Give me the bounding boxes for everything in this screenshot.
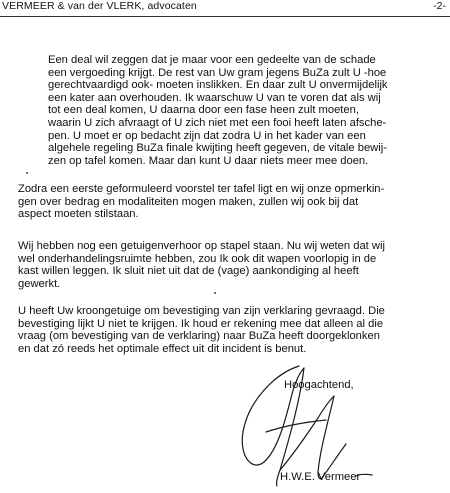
text-line: algehele regeling BuZa finale kwijting heeft gegeven, de vitale bewij- (48, 142, 387, 155)
signatory-name: H.W.E. Vermeer (280, 471, 361, 483)
paragraph-proposal (18, 183, 384, 221)
text-line: gerechtvaardigd ook- moeten inslikken. En daar zult U onvermijdelijk (48, 79, 388, 92)
text-line: Een deal wil zeggen dat je maar voor een gedeelte van de schade (48, 54, 376, 66)
text-line: een vergoeding krijgt. De rest van Uw gram jegens BuZa zult U -hoe (48, 66, 387, 79)
text-line: kast willen leggen. Ik sluit niet uit dat de (vage) aankondiging al heeft (18, 265, 359, 278)
text-line: vraag (om bevestiging van de verklaring) naar BuZa heeft doorgeklonken (18, 330, 380, 343)
closing-salutation: Hoogachtend, (284, 379, 354, 391)
text-line: gewerkt. (18, 277, 61, 290)
text-line: waarin U zich afvraagt of U zich niet met een fooi heeft laten afsche- (48, 116, 387, 129)
text-line: en dat zó reeds het optimale effect uit dit incident is benut. (18, 342, 307, 355)
page-number: -2- (433, 0, 446, 12)
text-line: wel onderhandelingsruimte hebben, zou Ik ook dit wapen voorlopig in de (18, 252, 377, 265)
handwritten-signature (236, 360, 376, 488)
text-line: zen op tafel komen. Maar dan kunt U daar niets meer mee doen. (48, 154, 369, 167)
stray-mark (26, 172, 28, 174)
stray-mark (214, 292, 216, 294)
text-line: bevestiging lijkt U niet te krijgen. Ik houd er rekening mee dat alleen al die (18, 317, 384, 330)
text-line: U heeft Uw kroongetuige om bevestiging van zijn verklaring gevraagd. Die (18, 305, 385, 317)
text-line: Zodra een eerste geformuleerd voorstel ter tafel ligt en wij onze opmerkin- (18, 183, 385, 195)
text-line: gen over bedrag en modaliteiten mogen maken, zullen wij ook bij dat (18, 195, 359, 208)
text-line: Wij hebben nog een getuigenverhoor op stapel staan. Nu wij weten dat wij (18, 240, 385, 252)
text-line: een kater aan overhouden. Ik waarschuw U van te voren dat als wij (48, 91, 381, 104)
paragraph-witness-hearing (18, 240, 385, 290)
text-line: aspect moeten stilstaan. (18, 208, 139, 221)
text-line: pen. U moet er op bedacht zijn dat zodra U in het kader van een (48, 129, 366, 142)
text-line: tot een deal komen, U daarna door een fase heen zult moeten, (48, 104, 359, 117)
firm-name: VERMEER & van der VLERK, advocaten (2, 0, 197, 12)
paragraph-key-witness (18, 305, 385, 355)
paragraph-deal-warning (48, 54, 388, 167)
letterhead (0, 0, 450, 17)
